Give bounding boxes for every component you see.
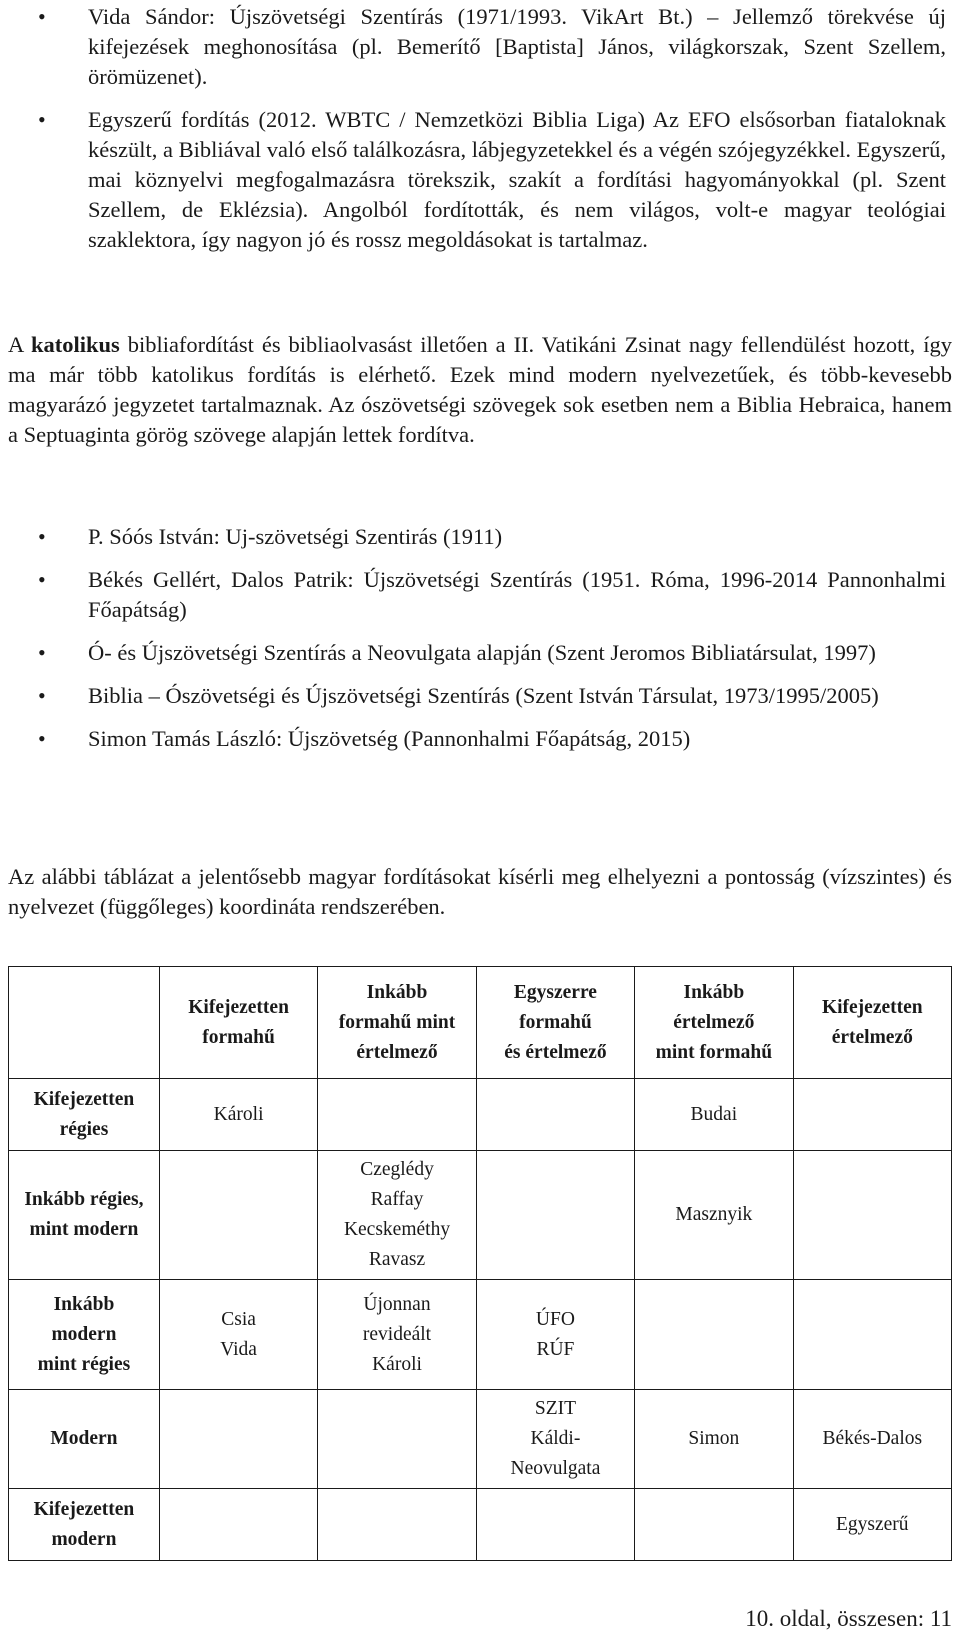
table-cell — [793, 1079, 951, 1151]
list-item — [0, 105, 946, 255]
table-cell — [476, 1151, 634, 1280]
table-cell — [476, 1489, 634, 1561]
column-header: Kifejezetten formahű — [159, 967, 317, 1079]
table-cell — [793, 1151, 951, 1280]
list-item — [0, 681, 946, 711]
row-header: Kifejezetten modern — [9, 1489, 160, 1561]
row-header: Inkább modern mint régies — [9, 1280, 160, 1390]
row-header: Modern — [9, 1390, 160, 1489]
column-header: Egyszerre formahű és értelmező — [476, 967, 634, 1079]
list-item — [0, 565, 946, 625]
table-cell: ÚFO RÚF — [476, 1280, 634, 1390]
table-cell: Budai — [635, 1079, 793, 1151]
list-item-text: Vida Sándor: Újszövetségi Szentírás (1971/1993. VikArt Bt.) – Jellemző törekvése új kifejezések meghonosítása (pl. Bemerítő [Baptista] János, világkorszak, Szent Szellem, örömüzenet). — [88, 4, 946, 89]
bullet-icon: • — [38, 683, 46, 708]
table-cell: Csia Vida — [159, 1280, 317, 1390]
table-cell: Masznyik — [635, 1151, 793, 1280]
list-item — [0, 638, 946, 668]
table-cell — [476, 1079, 634, 1151]
table-cell — [318, 1390, 476, 1489]
table-cell — [793, 1280, 951, 1390]
table-cell — [318, 1079, 476, 1151]
table-row — [9, 1079, 952, 1151]
list-item — [0, 522, 946, 552]
catholic-paragraph-text: bibliafordítást és bibliaolvasást illetően a II. Vatikáni Zsinat nagy fellendülést hozott, így ma már több katolikus fordítás is elérhető. Ezek mind modern nyelvezetűek, és több-kevesebb magyarázó jegyzetet tartalmaznak. Az ószövetségi szövegek sok esetben nem a Biblia Hebraica, hanem a Septuaginta görög szövege alapján lettek fordítva. — [8, 332, 952, 447]
bullet-icon: • — [38, 640, 46, 665]
bullet-icon: • — [38, 524, 46, 549]
table-cell: SZIT Káldi- Neovulgata — [476, 1390, 634, 1489]
table-cell — [159, 1489, 317, 1561]
row-header: Kifejezetten régies — [9, 1079, 160, 1151]
table-cell — [318, 1489, 476, 1561]
table-cell — [635, 1489, 793, 1561]
list-item-text: Békés Gellért, Dalos Patrik: Újszövetségi Szentírás (1951. Róma, 1996-2014 Pannonhalmi Főapátság) — [88, 567, 946, 622]
translation-matrix-table — [8, 966, 952, 1561]
bullet-icon: • — [38, 4, 46, 29]
table-cell: Simon — [635, 1390, 793, 1489]
column-header: Kifejezetten értelmező — [793, 967, 951, 1079]
list-item — [0, 724, 946, 754]
page-number-footer: 10. oldal, összesen: 11 — [745, 1606, 952, 1631]
translation-list-catholic — [0, 522, 960, 767]
list-item-text: Biblia – Ószövetségi és Újszövetségi Szentírás (Szent István Társulat, 1973/1995/2005) — [88, 683, 879, 708]
table-cell — [159, 1151, 317, 1280]
table-cell: Békés-Dalos — [793, 1390, 951, 1489]
column-header: Inkább értelmező mint formahű — [635, 967, 793, 1079]
translation-list-protestant — [0, 2, 960, 268]
table-cell — [635, 1280, 793, 1390]
list-item-text: P. Sóós István: Uj-szövetségi Szentirás (1911) — [88, 524, 503, 549]
table-cell: Czeglédy Raffay Kecskeméthy Ravasz — [318, 1151, 476, 1280]
bullet-icon: • — [38, 567, 46, 592]
table-cell — [159, 1390, 317, 1489]
catholic-keyword: katolikus — [30, 332, 120, 357]
table-cell: Károli — [159, 1079, 317, 1151]
catholic-paragraph-prefix: A — [8, 332, 31, 357]
row-header: Inkább régies, mint modern — [9, 1151, 160, 1280]
table-header-row — [9, 967, 952, 1079]
list-item — [0, 2, 946, 92]
list-item-text: Simon Tamás László: Újszövetség (Pannonhalmi Főapátság, 2015) — [88, 726, 691, 751]
table-intro-paragraph: Az alábbi táblázat a jelentősebb magyar fordításokat kísérli meg elhelyezni a pontosság (vízszintes) és nyelvezet (függőleges) koordináta rendszerében. — [8, 864, 952, 919]
table-row — [9, 1390, 952, 1489]
table-row — [9, 1489, 952, 1561]
bullet-icon: • — [38, 726, 46, 751]
table-cell: Újonnan revideált Károli — [318, 1280, 476, 1390]
column-header: Inkább formahű mint értelmező — [318, 967, 476, 1079]
table-row — [9, 1280, 952, 1390]
table-row — [9, 1151, 952, 1280]
bullet-icon: • — [38, 107, 46, 132]
catholic-paragraph — [8, 330, 952, 450]
table-corner-cell — [9, 967, 160, 1079]
list-item-text: Egyszerű fordítás (2012. WBTC / Nemzetközi Biblia Liga) Az EFO elsősorban fiataloknak készült, a Bibliával való első találkozásra, lábjegyzetekkel és a végén szójegyzékkel. Egyszerű, mai köznyelvi megfogalmazásra törekszik, szakít a fordítási hagyományokkal (pl. Szent Szellem, de Eklézsia). Angolból fordították, és nem világos, volt-e magyar teológiai szaklektora, így nagyon jó és rossz megoldásokat is tartalmaz. — [88, 107, 946, 252]
table-cell: Egyszerű — [793, 1489, 951, 1561]
list-item-text: Ó- és Újszövetségi Szentírás a Neovulgata alapján (Szent Jeromos Bibliatársulat, 1997) — [88, 640, 876, 665]
